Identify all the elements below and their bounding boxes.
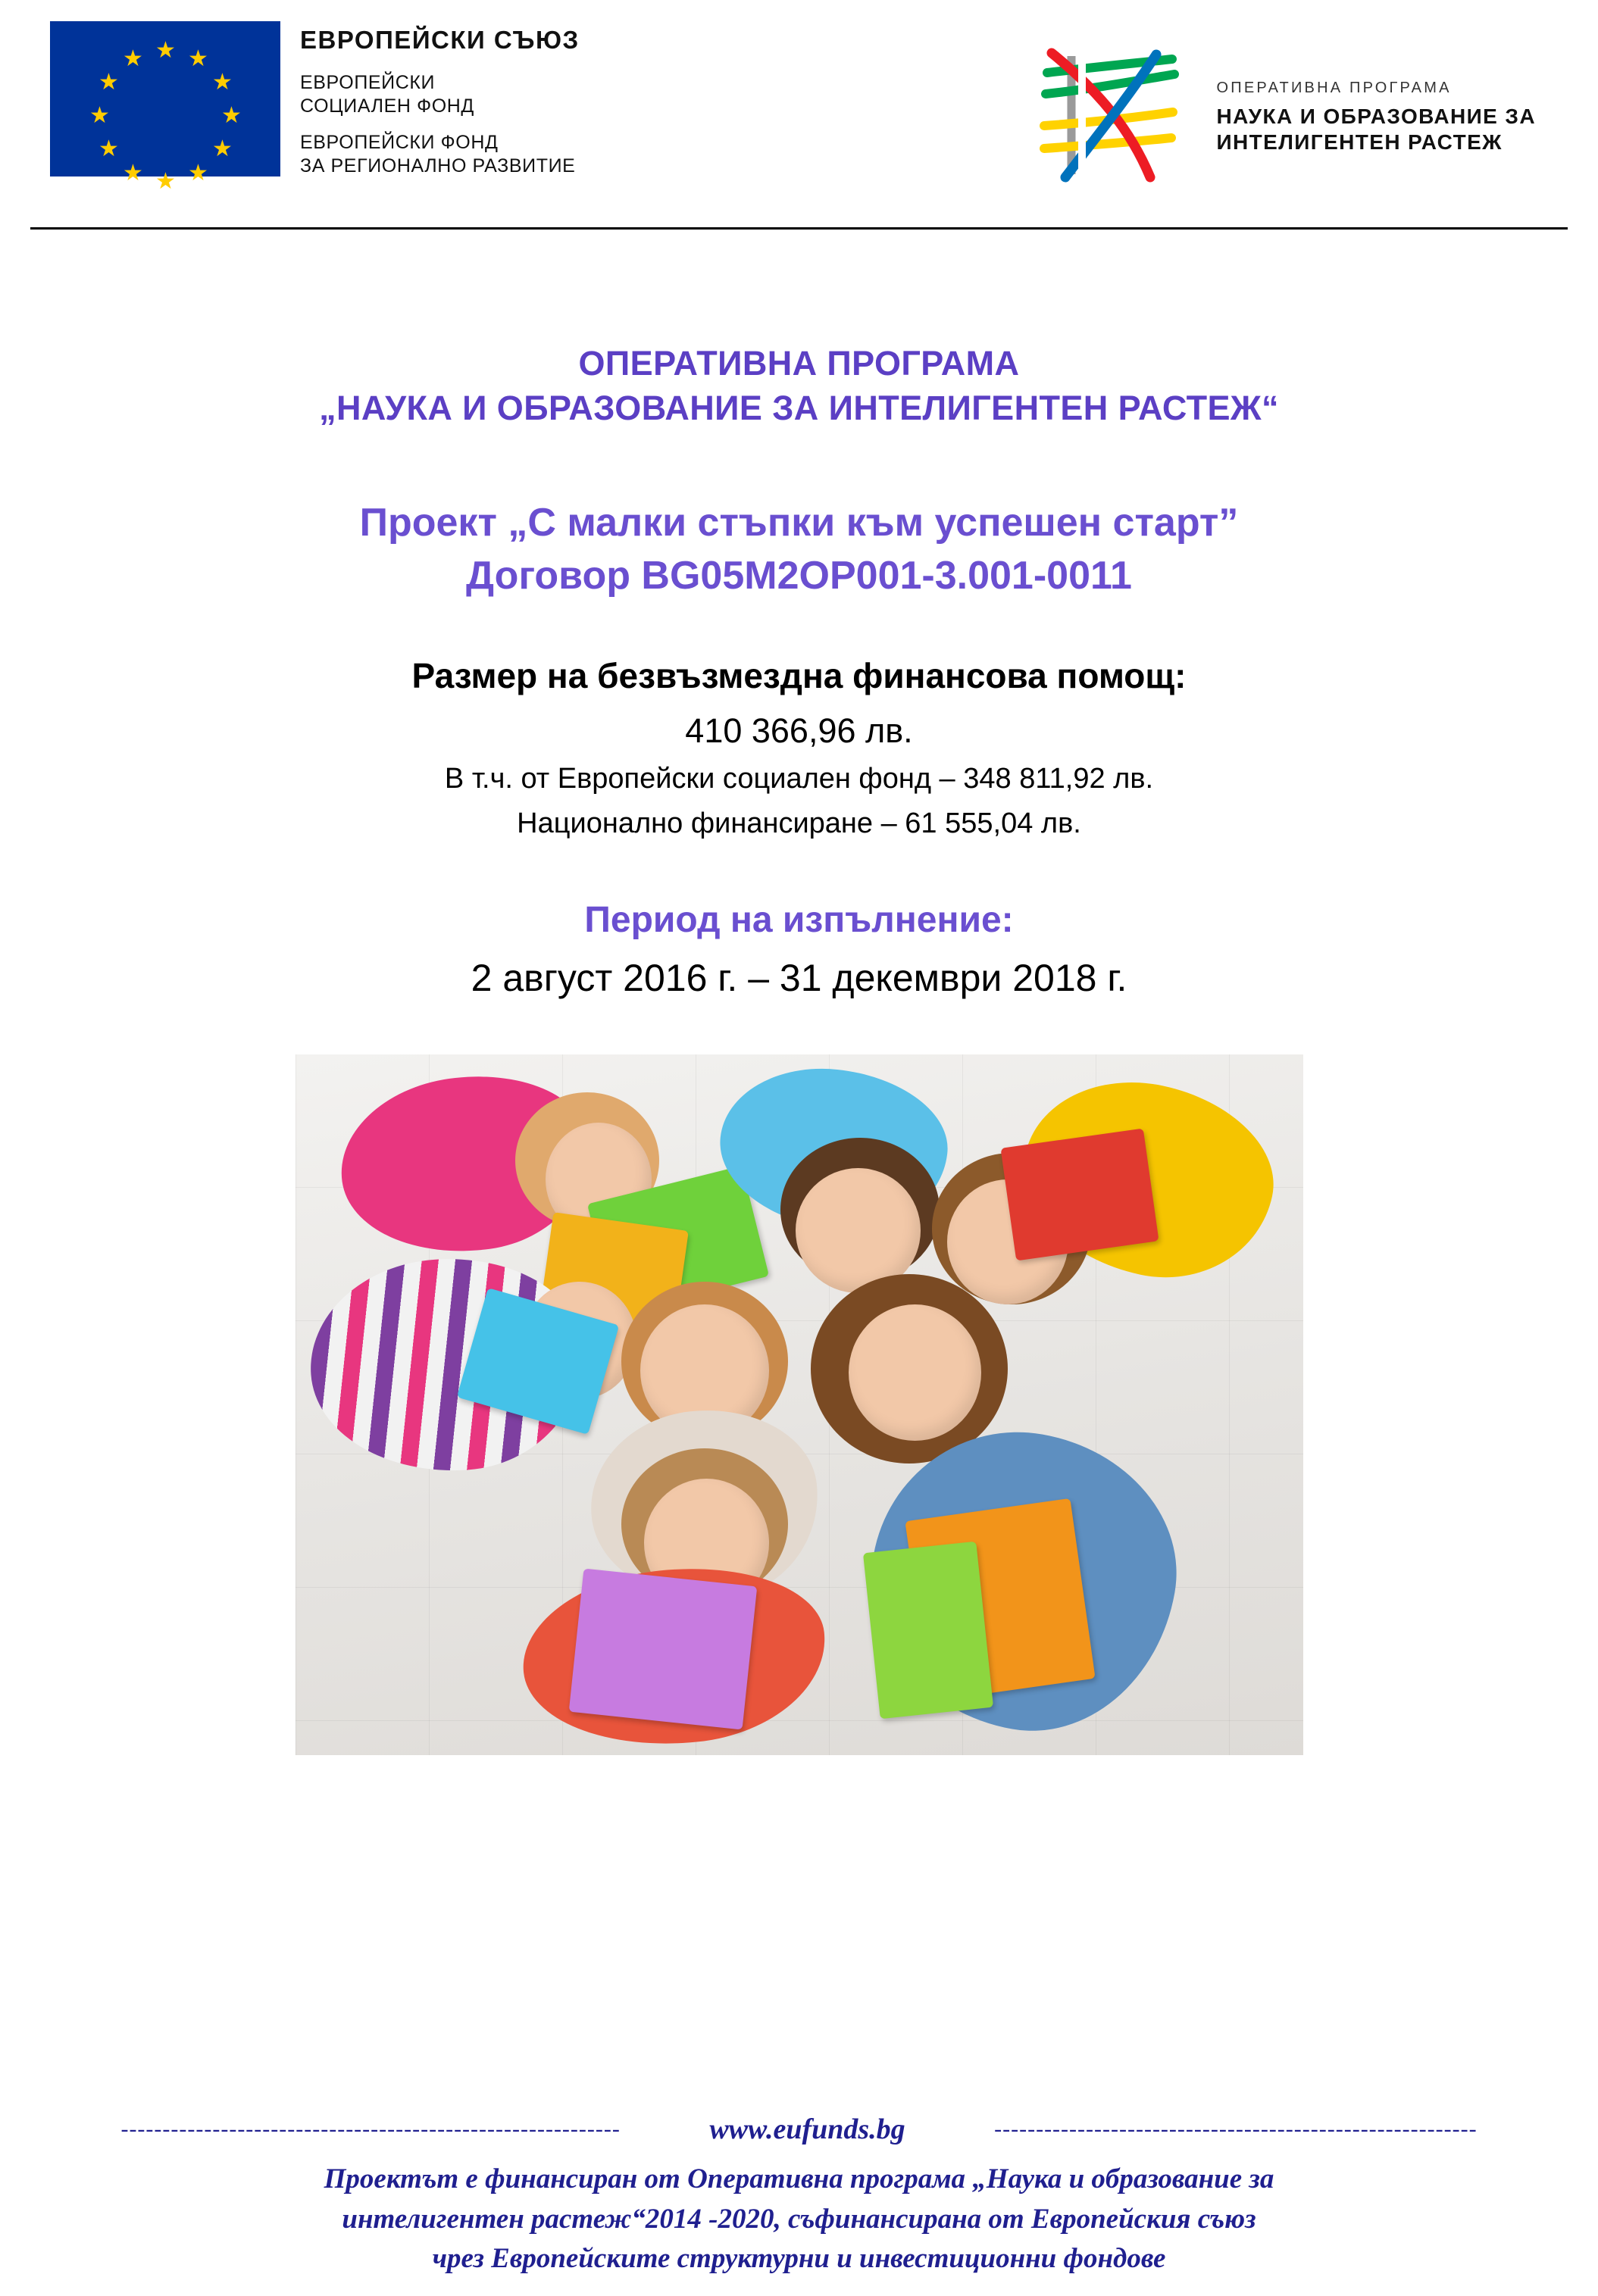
project-contract-number: Договор BG05M2OP001-3.001-0011 [466, 553, 1132, 598]
eu-fund-esf-line2: СОЦИАЛЕН ФОНД [300, 95, 474, 117]
op-name-line1: НАУКА И ОБРАЗОВАНИЕ ЗА [1216, 104, 1536, 128]
grant-label: Размер на безвъзмездна финансова помощ: [411, 656, 1187, 696]
header-logos-row [45, 21, 1553, 194]
book [1000, 1129, 1159, 1261]
children-photo [296, 1054, 1303, 1755]
eufunds-link[interactable]: www.eufunds.bg [709, 2113, 905, 2146]
period-label: Период на изпълнение: [584, 900, 1014, 941]
op-logo-text [1217, 79, 1537, 155]
eu-fund-erdf-line1: ЕВРОПЕЙСКИ ФОНД [300, 132, 499, 153]
grant-esf-share: В т.ч. от Европейски социален фонд – 348 811,92 лв. [444, 763, 1154, 795]
op-name-line2: ИНТЕЛИГЕНТЕН РАСТЕЖ [1216, 130, 1503, 154]
eu-flag-icon: ★ ★ ★ ★ ★ ★ ★ ★ ★ ★ ★ ★ [50, 21, 280, 176]
eu-fund-esf [300, 71, 580, 117]
op-logo-block [1017, 21, 1553, 187]
op-heading-line1: ОПЕРАТИВНА ПРОГРАМА [578, 344, 1020, 383]
footer-funding-note [0, 2160, 1598, 2279]
footer-note-line3: чрез Европейските структурни и инвестиционни фондове [432, 2243, 1166, 2275]
footer-url-row [0, 2113, 1598, 2146]
main-content [0, 341, 1598, 1755]
op-kicker: ОПЕРАТИВНА ПРОГРАМА [1216, 79, 1452, 96]
book [568, 1569, 757, 1730]
footer-dashes-right: ---------------------------------------------------------- [994, 2116, 1478, 2142]
eu-fund-esf-line1: ЕВРОПЕЙСКИ [300, 72, 436, 93]
project-title: Проект „С малки стъпки към успешен старт” [359, 500, 1239, 545]
header-divider [30, 227, 1568, 230]
eu-emblem-block [45, 21, 580, 194]
op-science-education-logo-icon [1017, 47, 1199, 187]
op-heading-line2: „НАУКА И ОБРАЗОВАНИЕ ЗА ИНТЕЛИГЕНТЕН РАСТЕЖ“ [319, 389, 1279, 428]
child-face [849, 1304, 981, 1441]
footer-note-line1: Проектът е финансиран от Оперативна програма „Наука и образование за [324, 2163, 1274, 2195]
page-footer [0, 2113, 1598, 2279]
grant-national-share: Национално финансиране – 61 555,04 лв. [517, 808, 1081, 840]
footer-dashes-left: ------------------------------------------------------------ [120, 2116, 621, 2142]
eu-fund-erdf [300, 131, 580, 177]
project-heading [53, 496, 1545, 602]
period-value: 2 август 2016 г. – 31 декември 2018 г. [471, 957, 1127, 1000]
eu-title: ЕВРОПЕЙСКИ СЪЮЗ [300, 26, 580, 54]
page-header [0, 0, 1598, 220]
footer-note-line2: интелигентен растеж“2014 -2020, съфинансирана от Европейския съюз [342, 2203, 1256, 2235]
eu-emblem-text [300, 21, 580, 191]
eu-fund-erdf-line2: ЗА РЕГИОНАЛНО РАЗВИТИЕ [300, 155, 576, 176]
book [862, 1542, 993, 1719]
operational-programme-heading [53, 341, 1545, 431]
grant-amount: 410 366,96 лв. [685, 711, 913, 751]
